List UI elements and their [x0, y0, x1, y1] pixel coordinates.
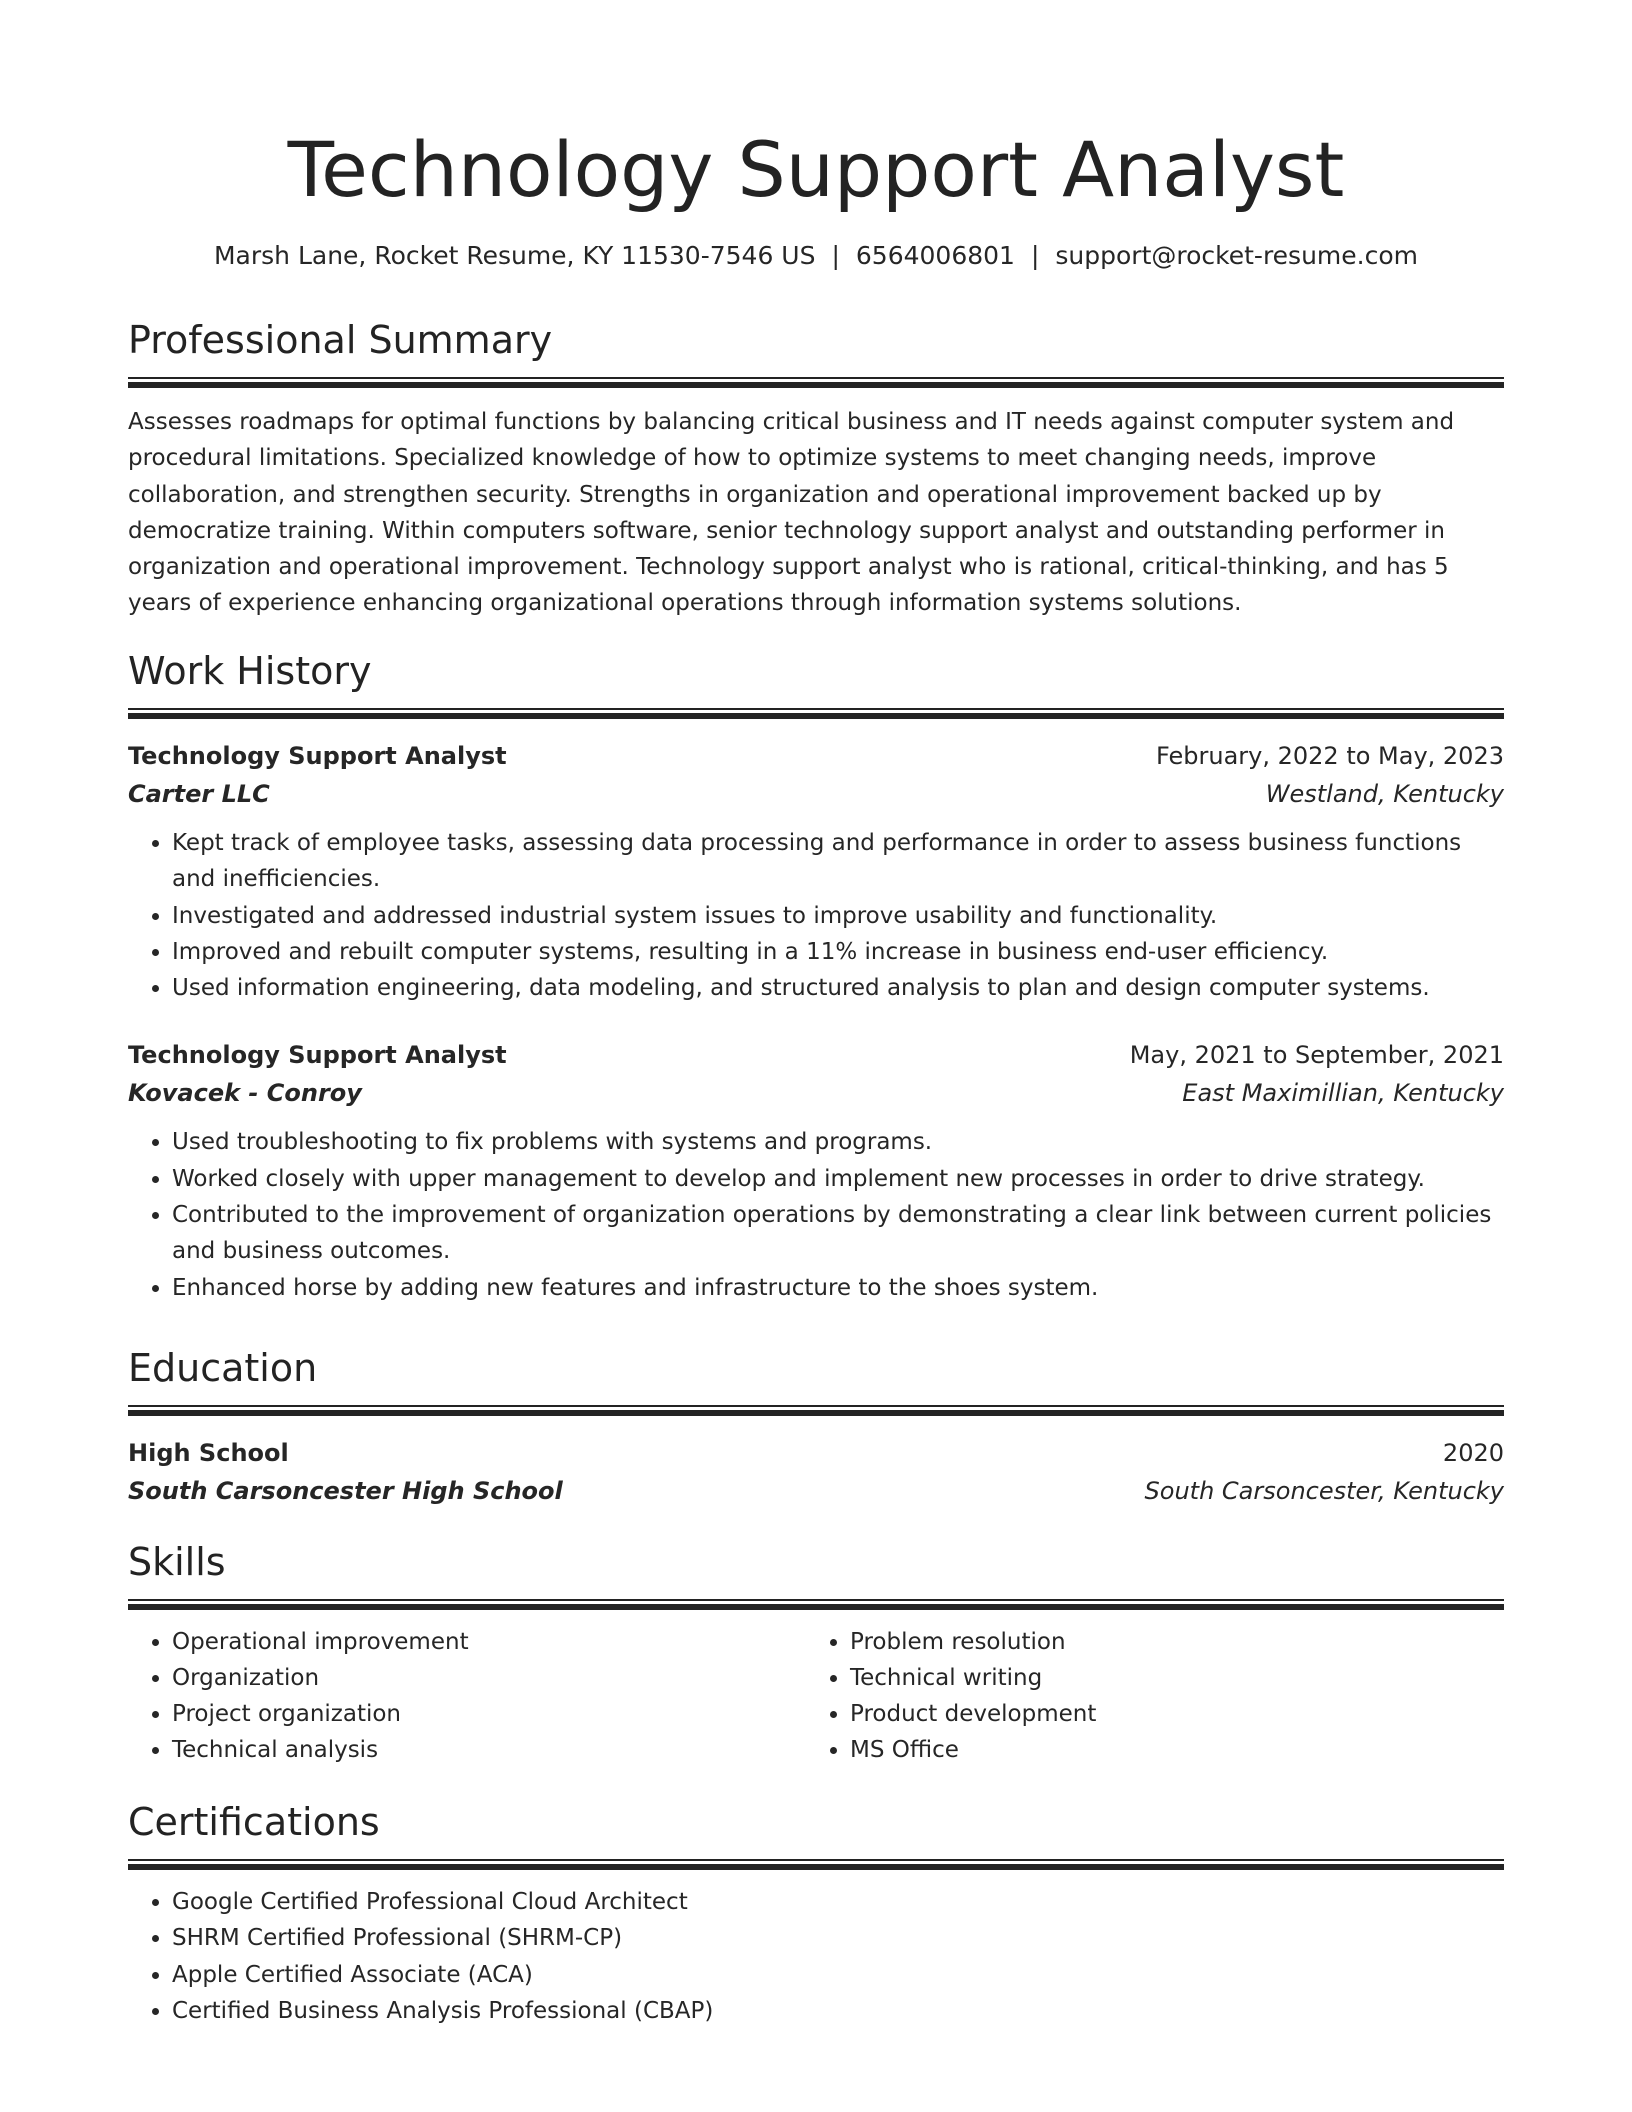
list-item: • Product development: [850, 1696, 1484, 1732]
section-rule: [128, 1405, 1504, 1416]
job-location: Westland, Kentucky: [1265, 780, 1504, 808]
job-header: [128, 1036, 1504, 1074]
section-title: Education: [128, 1346, 318, 1390]
skills-column-right: [806, 1624, 1484, 1768]
job-dates: February, 2022 to May, 2023: [1156, 742, 1504, 770]
job-location: East Maximillian, Kentucky: [1182, 1079, 1504, 1108]
list-item: • Technical analysis: [172, 1732, 806, 1768]
job-title: Technology Support Analyst: [128, 742, 507, 770]
list-item: • Used information engineering, data modeling, and structured analysis to plan and design computer systems.: [172, 970, 1504, 1006]
job-bullets: [128, 1124, 1504, 1305]
phone: 6564006801: [855, 241, 1015, 270]
address: Marsh Lane, Rocket Resume, KY 11530-7546 US: [213, 241, 816, 270]
section-rule: [128, 377, 1504, 388]
work-history-section: [128, 646, 1504, 1306]
job-dates: May, 2021 to September, 2021: [1129, 1041, 1504, 1070]
certifications-section: [128, 1797, 1504, 2029]
certifications-list: [128, 1884, 1504, 2029]
education-entry: [128, 1434, 1504, 1510]
section-title: Professional Summary: [128, 318, 553, 362]
job-header: [128, 737, 1504, 775]
job-entry: [128, 737, 1504, 1006]
list-item: • Organization: [172, 1660, 806, 1696]
section-rule: [128, 1859, 1504, 1870]
skills-column-left: [128, 1624, 806, 1768]
list-item: • Enhanced horse by adding new features and infrastructure to the shoes system.: [172, 1270, 1504, 1306]
school-name: South Carsoncester High School: [128, 1477, 563, 1505]
list-item: • Investigated and addressed industrial system issues to improve usability and functionality.: [172, 898, 1504, 934]
list-item: • Kept track of employee tasks, assessing data processing and performance in order to assess business functions and inefficiencies.: [172, 825, 1504, 898]
skills-list: [128, 1624, 1504, 1768]
list-item: • Certified Business Analysis Professional (CBAP): [172, 1993, 1504, 2029]
list-item: • Used troubleshooting to fix problems with systems and programs.: [172, 1124, 1504, 1160]
summary-section: [128, 315, 1504, 622]
contact-line: [128, 236, 1504, 276]
job-company: Carter LLC: [128, 780, 270, 808]
list-item: • MS Office: [850, 1732, 1484, 1768]
job-entry: [128, 1036, 1504, 1305]
list-item: • Problem resolution: [850, 1624, 1484, 1660]
job-company: Kovacek - Conroy: [128, 1079, 362, 1108]
list-item: • Improved and rebuilt computer systems, resulting in a 11% increase in business end-user efficiency.: [172, 934, 1504, 970]
school-location: South Carsoncester, Kentucky: [1144, 1477, 1504, 1505]
education-section: [128, 1343, 1504, 1510]
job-subheader: [128, 1074, 1504, 1112]
separator: |: [831, 241, 840, 270]
list-item: • Apple Certified Associate (ACA): [172, 1957, 1504, 1993]
job-bullets: [128, 825, 1504, 1006]
list-item: • Project organization: [172, 1696, 806, 1732]
section-rule: [128, 708, 1504, 719]
list-item: • Technical writing: [850, 1660, 1484, 1696]
section-title: Work History: [128, 649, 372, 693]
list-item: • SHRM Certified Professional (SHRM-CP): [172, 1920, 1504, 1956]
education-header: [128, 1434, 1504, 1472]
graduation-year: 2020: [1442, 1439, 1504, 1467]
summary-text: Assesses roadmaps for optimal functions by balancing critical business and IT needs against computer system and procedural limitations. Specialized knowledge of how to optimize systems to meet changing needs, improve collaboration, and strengthen security. Strengths in organization and operational improvement backed up by democratize training. Within computers software, senior technology support analyst and outstanding performer in organization and operational improvement. Technology support analyst who is rational, critical-thinking, and has 5 years of experience enhancing organizational operations through information systems solutions.: [128, 409, 1455, 617]
separator: |: [1030, 241, 1040, 270]
section-title: Skills: [128, 1540, 226, 1584]
job-subheader: [128, 775, 1504, 813]
list-item: • Contributed to the improvement of organization operations by demonstrating a clear link between current policies and business outcomes.: [172, 1197, 1504, 1270]
email[interactable]: support@rocket-resume.com: [1055, 241, 1419, 270]
resume-name: Technology Support Analyst: [287, 125, 1345, 214]
section-rule: [128, 1599, 1504, 1610]
section-title: Certifications: [128, 1800, 380, 1844]
list-item: • Google Certified Professional Cloud Architect: [172, 1884, 1504, 1920]
education-subheader: [128, 1472, 1504, 1510]
list-item: • Worked closely with upper management to develop and implement new processes in order to drive strategy.: [172, 1161, 1504, 1197]
skills-section: [128, 1537, 1504, 1768]
list-item: • Operational improvement: [172, 1624, 806, 1660]
degree: High School: [128, 1439, 289, 1467]
job-title: Technology Support Analyst: [128, 1041, 507, 1070]
